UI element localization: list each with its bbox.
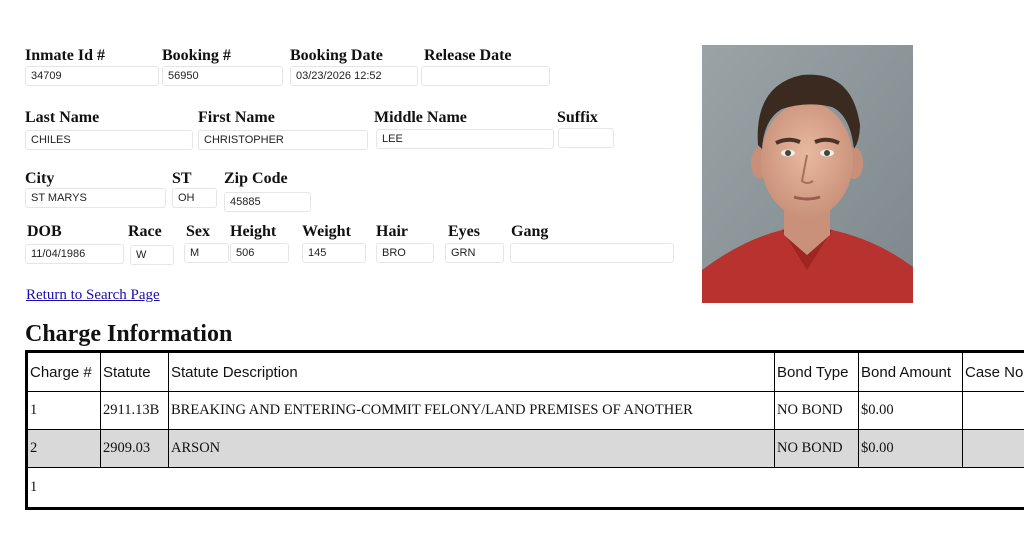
- city-field[interactable]: ST MARYS: [25, 188, 166, 208]
- gang-field[interactable]: [510, 243, 674, 263]
- last-name-field[interactable]: CHILES: [25, 130, 193, 150]
- height-field[interactable]: 506: [230, 243, 289, 263]
- bond-type-cell: NO BOND: [775, 430, 859, 468]
- page-number-cell[interactable]: 1: [27, 468, 1024, 509]
- statute-cell: 2909.03: [101, 430, 169, 468]
- column-header-case-no: Case No: [963, 352, 1024, 392]
- column-header-charge-number: Charge #: [27, 352, 101, 392]
- charges-table: [25, 350, 1024, 510]
- booking-photo: [702, 45, 913, 303]
- case-no-cell: [963, 430, 1024, 468]
- eyes-label: Eyes: [448, 223, 480, 240]
- column-header-bond-type: Bond Type: [775, 352, 859, 392]
- statute-description-cell: BREAKING AND ENTERING-COMMIT FELONY/LAND PREMISES OF ANOTHER: [169, 392, 775, 430]
- last-name-label: Last Name: [25, 109, 100, 126]
- bond-amount-cell: $0.00: [859, 392, 963, 430]
- statute-description-cell: ARSON: [169, 430, 775, 468]
- eyes-field[interactable]: GRN: [445, 243, 504, 263]
- charges-header-row: [27, 352, 1024, 392]
- hair-field[interactable]: BRO: [376, 243, 434, 263]
- statute-cell: 2911.13B: [101, 392, 169, 430]
- charge-information-heading: Charge Information: [25, 321, 233, 347]
- height-label: Height: [230, 223, 277, 240]
- state-label: ST: [172, 170, 192, 187]
- column-header-statute: Statute: [101, 352, 169, 392]
- sex-label: Sex: [186, 223, 210, 240]
- race-field[interactable]: W: [130, 245, 174, 265]
- city-label: City: [25, 170, 55, 187]
- race-label: Race: [128, 223, 162, 240]
- booking-date-label: Booking Date: [290, 47, 383, 64]
- dob-label: DOB: [27, 223, 62, 240]
- middle-name-label: Middle Name: [374, 109, 467, 126]
- booking-date-field[interactable]: 03/23/2026 12:52: [290, 66, 418, 86]
- column-header-bond-amount: Bond Amount: [859, 352, 963, 392]
- case-no-cell: [963, 392, 1024, 430]
- table-row: [27, 392, 1024, 430]
- zip-code-label: Zip Code: [224, 170, 288, 187]
- zip-code-field[interactable]: 45885: [224, 192, 311, 212]
- first-name-field[interactable]: CHRISTOPHER: [198, 130, 368, 150]
- bond-type-cell: NO BOND: [775, 392, 859, 430]
- state-field[interactable]: OH: [172, 188, 217, 208]
- table-row: [27, 430, 1024, 468]
- column-header-statute-description: Statute Description: [169, 352, 775, 392]
- first-name-label: First Name: [198, 109, 275, 126]
- dob-field[interactable]: 11/04/1986: [25, 244, 124, 264]
- bond-amount-cell: $0.00: [859, 430, 963, 468]
- gang-label: Gang: [511, 223, 549, 240]
- return-to-search-link[interactable]: Return to Search Page: [26, 287, 160, 303]
- booking-number-label: Booking #: [162, 47, 231, 64]
- charge-number-cell: 2: [27, 430, 101, 468]
- release-date-field[interactable]: [421, 66, 550, 86]
- suffix-field[interactable]: [558, 128, 614, 148]
- hair-label: Hair: [376, 223, 408, 240]
- inmate-id-field[interactable]: 34709: [25, 66, 159, 86]
- sex-field[interactable]: M: [184, 243, 229, 263]
- weight-label: Weight: [302, 223, 351, 240]
- suffix-label: Suffix: [557, 109, 598, 126]
- booking-number-field[interactable]: 56950: [162, 66, 283, 86]
- middle-name-field[interactable]: LEE: [376, 129, 554, 149]
- table-footer-row: [27, 468, 1024, 509]
- inmate-id-label: Inmate Id #: [25, 47, 106, 64]
- charge-number-cell: 1: [27, 392, 101, 430]
- release-date-label: Release Date: [424, 47, 512, 64]
- weight-field[interactable]: 145: [302, 243, 366, 263]
